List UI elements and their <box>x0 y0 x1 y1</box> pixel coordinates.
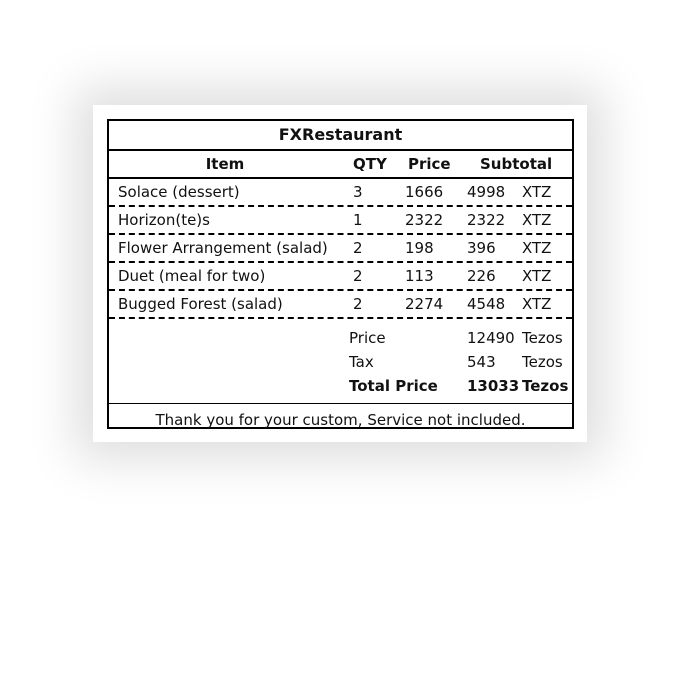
item-qty: 3 <box>353 183 363 201</box>
item-currency: XTZ <box>522 183 552 201</box>
item-name: Flower Arrangement (salad) <box>118 239 328 257</box>
item-qty: 2 <box>353 295 363 313</box>
item-subtotal: 396 <box>467 239 496 257</box>
restaurant-title: FXRestaurant <box>109 121 572 151</box>
item-currency: XTZ <box>522 267 552 285</box>
table-row <box>109 291 572 319</box>
item-subtotal: 4548 <box>467 295 506 313</box>
item-subtotal: 2322 <box>467 211 506 229</box>
footer-message: Thank you for your custom, Service not included. <box>155 411 526 429</box>
item-qty: 2 <box>353 267 363 285</box>
item-currency: XTZ <box>522 211 552 229</box>
item-currency: XTZ <box>522 295 552 313</box>
column-header-price: Price <box>408 155 451 173</box>
column-header-subtotal: Subtotal <box>480 155 553 173</box>
item-price: 2274 <box>405 295 444 313</box>
item-price: 1666 <box>405 183 444 201</box>
item-subtotal: 4998 <box>467 183 506 201</box>
table-row <box>109 235 572 263</box>
item-name: Solace (dessert) <box>118 183 240 201</box>
item-price: 2322 <box>405 211 444 229</box>
tax-label: Tax <box>349 353 374 371</box>
totals-section <box>109 319 572 404</box>
item-qty: 1 <box>353 211 363 229</box>
tax-row <box>109 350 572 374</box>
item-price: 198 <box>405 239 434 257</box>
total-price-value: 13033 <box>467 377 520 395</box>
item-currency: XTZ <box>522 239 552 257</box>
item-price: 113 <box>405 267 434 285</box>
item-qty: 2 <box>353 239 363 257</box>
total-price-currency: Tezos <box>522 377 569 395</box>
price-row <box>109 326 572 350</box>
table-row <box>109 207 572 235</box>
total-price-row <box>109 374 572 398</box>
item-name: Duet (meal for two) <box>118 267 266 285</box>
receipt <box>107 119 574 429</box>
tax-currency: Tezos <box>522 353 563 371</box>
item-subtotal: 226 <box>467 267 496 285</box>
tax-value: 543 <box>467 353 496 371</box>
item-name: Horizon(te)s <box>118 211 210 229</box>
table-row <box>109 263 572 291</box>
item-name: Bugged Forest (salad) <box>118 295 283 313</box>
receipt-paper <box>93 105 587 442</box>
column-header-item: Item <box>205 155 245 173</box>
column-header-row <box>109 151 572 179</box>
price-label: Price <box>349 329 386 347</box>
table-row <box>109 179 572 207</box>
total-price-label: Total Price <box>349 377 438 395</box>
price-currency: Tezos <box>522 329 563 347</box>
column-header-qty: QTY <box>353 155 387 173</box>
price-value: 12490 <box>467 329 515 347</box>
